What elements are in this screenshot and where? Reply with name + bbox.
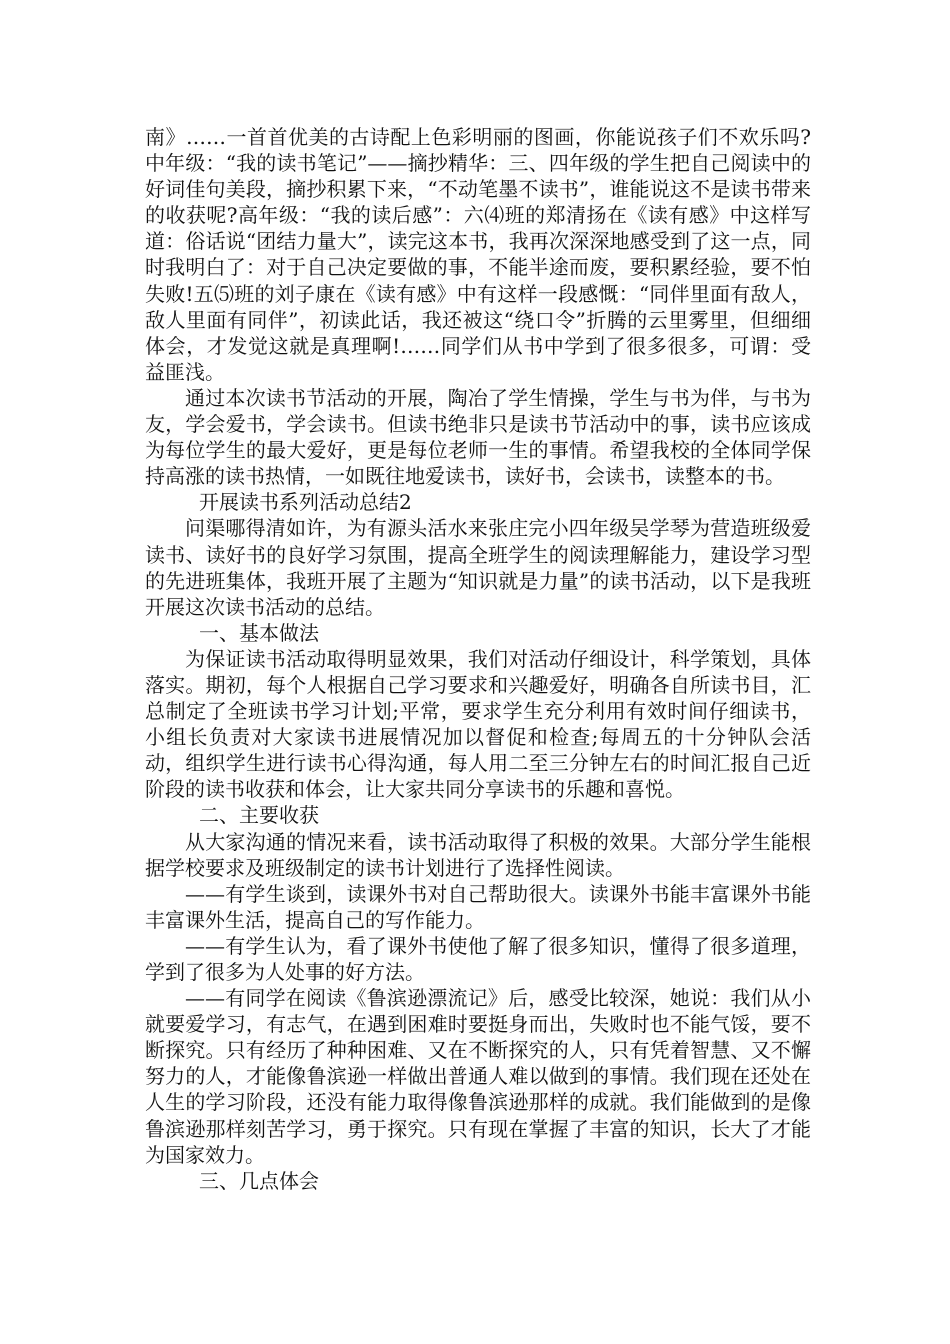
- document-page: [145, 124, 811, 1194]
- paragraph: 从大家沟通的情况来看，读书活动取得了积极的效果。大部分学生能根据学校要求及班级制定的读书计划进行了选择性阅读。: [145, 829, 811, 880]
- paragraph: ——有同学在阅读《鲁滨逊漂流记》后，感受比较深，她说：我们从小就要爱学习，有志气，在遇到困难时要挺身而出，失败时也不能气馁，要不断探究。只有经历了种种困难、又在不断探究的人，只有凭着智慧、又不懈努力的人，才能像鲁滨逊一样做出普通人难以做到的事情。我们现在还处在人生的学习阶段，还没有能力取得像鲁滨逊那样的成就。我们能做到的是像鲁滨逊那样刻苦学习，勇于探究。只有现在掌握了丰富的知识，长大了才能为国家效力。: [145, 986, 811, 1167]
- section-heading: 开展读书系列活动总结2: [199, 490, 412, 515]
- paragraph: 为保证读书活动取得明显效果，我们对活动仔细设计，科学策划，具体落实。期初，每个人根据自己学习要求和兴趣爱好，明确各自所读书目，汇总制定了全班读书学习计划;平常，要求学生充分利用有效时间仔细读书，小组长负责对大家读书进展情况加以督促和检查;每周五的十分钟队会活动，组织学生进行读书心得沟通，每人用二至三分钟左右的时间汇报自己近阶段的读书收获和体会，让大家共同分享读书的乐趣和喜悦。: [145, 646, 811, 802]
- section-heading: 三、几点体会: [199, 1168, 319, 1193]
- paragraph: ——有学生谈到，读课外书对自己帮助很大。读课外书能丰富课外书能丰富课外生活，提高自己的写作能力。: [145, 881, 811, 932]
- section-heading: 一、基本做法: [199, 620, 319, 645]
- paragraph: 南》……一首首优美的古诗配上色彩明丽的图画，你能说孩子们不欢乐吗?中年级：“我的读书笔记”——摘抄精华：三、四年级的学生把自己阅读中的好词佳句美段，摘抄积累下来，“不动笔墨不读书”，谁能说这不是读书带来的收获呢?高年级：“我的读后感”：六⑷班的郑清扬在《读有感》中这样写道：俗话说“团结力量大”，读完这本书，我再次深深地感受到了这一点，同时我明白了：对于自己决定要做的事，不能半途而废，要积累经验，要不怕失败!五⑸班的刘子康在《读有感》中有这样一段感慨：“同伴里面有敌人，敌人里面有同伴”，初读此话，我还被这“绕口令”折腾的云里雾里，但细细体会，才发觉这就是真理啊!……同学们从书中学到了很多很多，可谓：受益匪浅。: [145, 125, 811, 384]
- section-heading: 二、主要收获: [199, 803, 319, 828]
- paragraph: 通过本次读书节活动的开展，陶冶了学生情操，学生与书为伴，与书为友，学会爱书，学会读书。但读书绝非只是读书节活动中的事，读书应该成为每位学生的最大爱好，更是每位老师一生的事情。希望我校的全体同学保持高涨的读书热情，一如既往地爱读书，读好书，会读书，读整本的书。: [145, 385, 811, 489]
- paragraph: 问渠哪得清如许，为有源头活水来张庄完小四年级吴学琴为营造班级爱读书、读好书的良好学习氛围，提高全班学生的阅读理解能力，建设学习型的先进班集体，我班开展了主题为“知识就是力量”的读书活动，以下是我班开展这次读书活动的总结。: [145, 516, 811, 619]
- paragraph: ——有学生认为，看了课外书使他了解了很多知识，懂得了很多道理，学到了很多为人处事的好方法。: [145, 933, 811, 984]
